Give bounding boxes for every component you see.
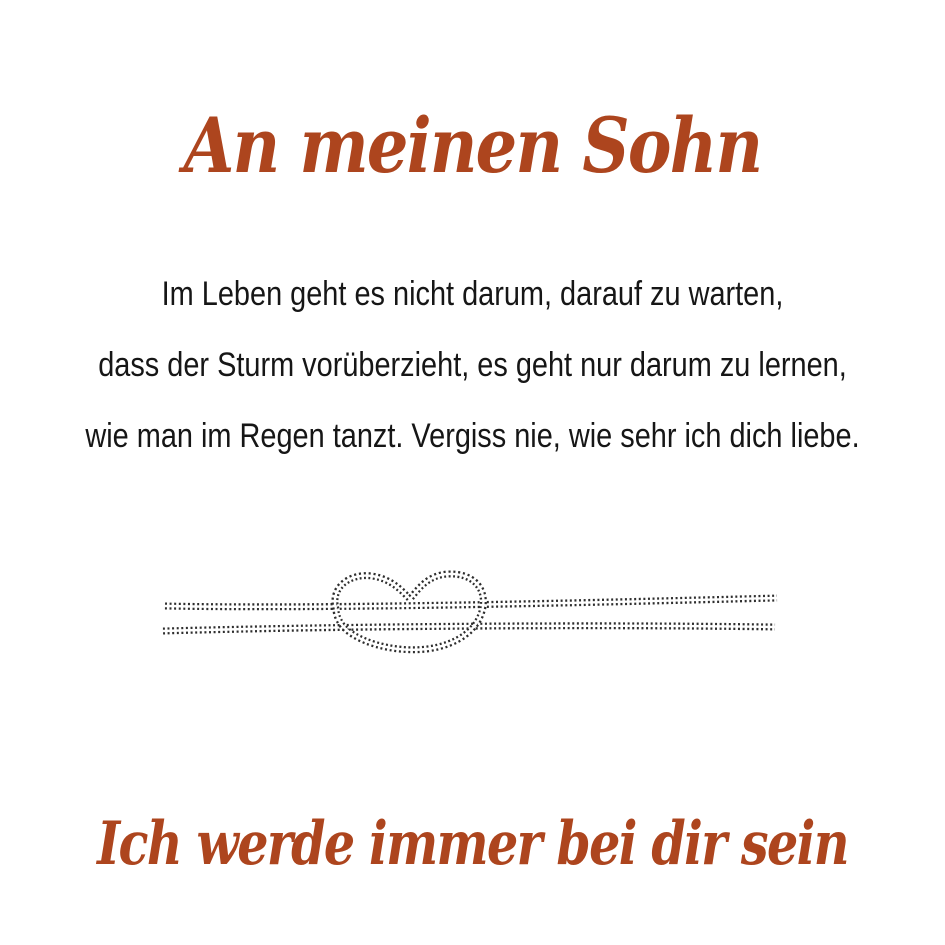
quote-line: wie man im Regen tanzt. Vergiss nie, wie sehr ich dich liebe.	[85, 417, 860, 455]
footer-caption: Ich werde immer bei dir sein	[97, 809, 848, 879]
quote-block	[0, 259, 945, 472]
love-knot-highlight	[335, 574, 483, 650]
knotted-chain-svg	[160, 565, 785, 675]
quote-line: dass der Sturm vorüberzieht, es geht nur darum zu lernen,	[98, 346, 847, 384]
knotted-chain-image	[160, 565, 785, 675]
quote-line: Im Leben geht es nicht darum, darauf zu warten,	[161, 275, 784, 313]
card-title: An meinen Sohn	[183, 101, 762, 190]
